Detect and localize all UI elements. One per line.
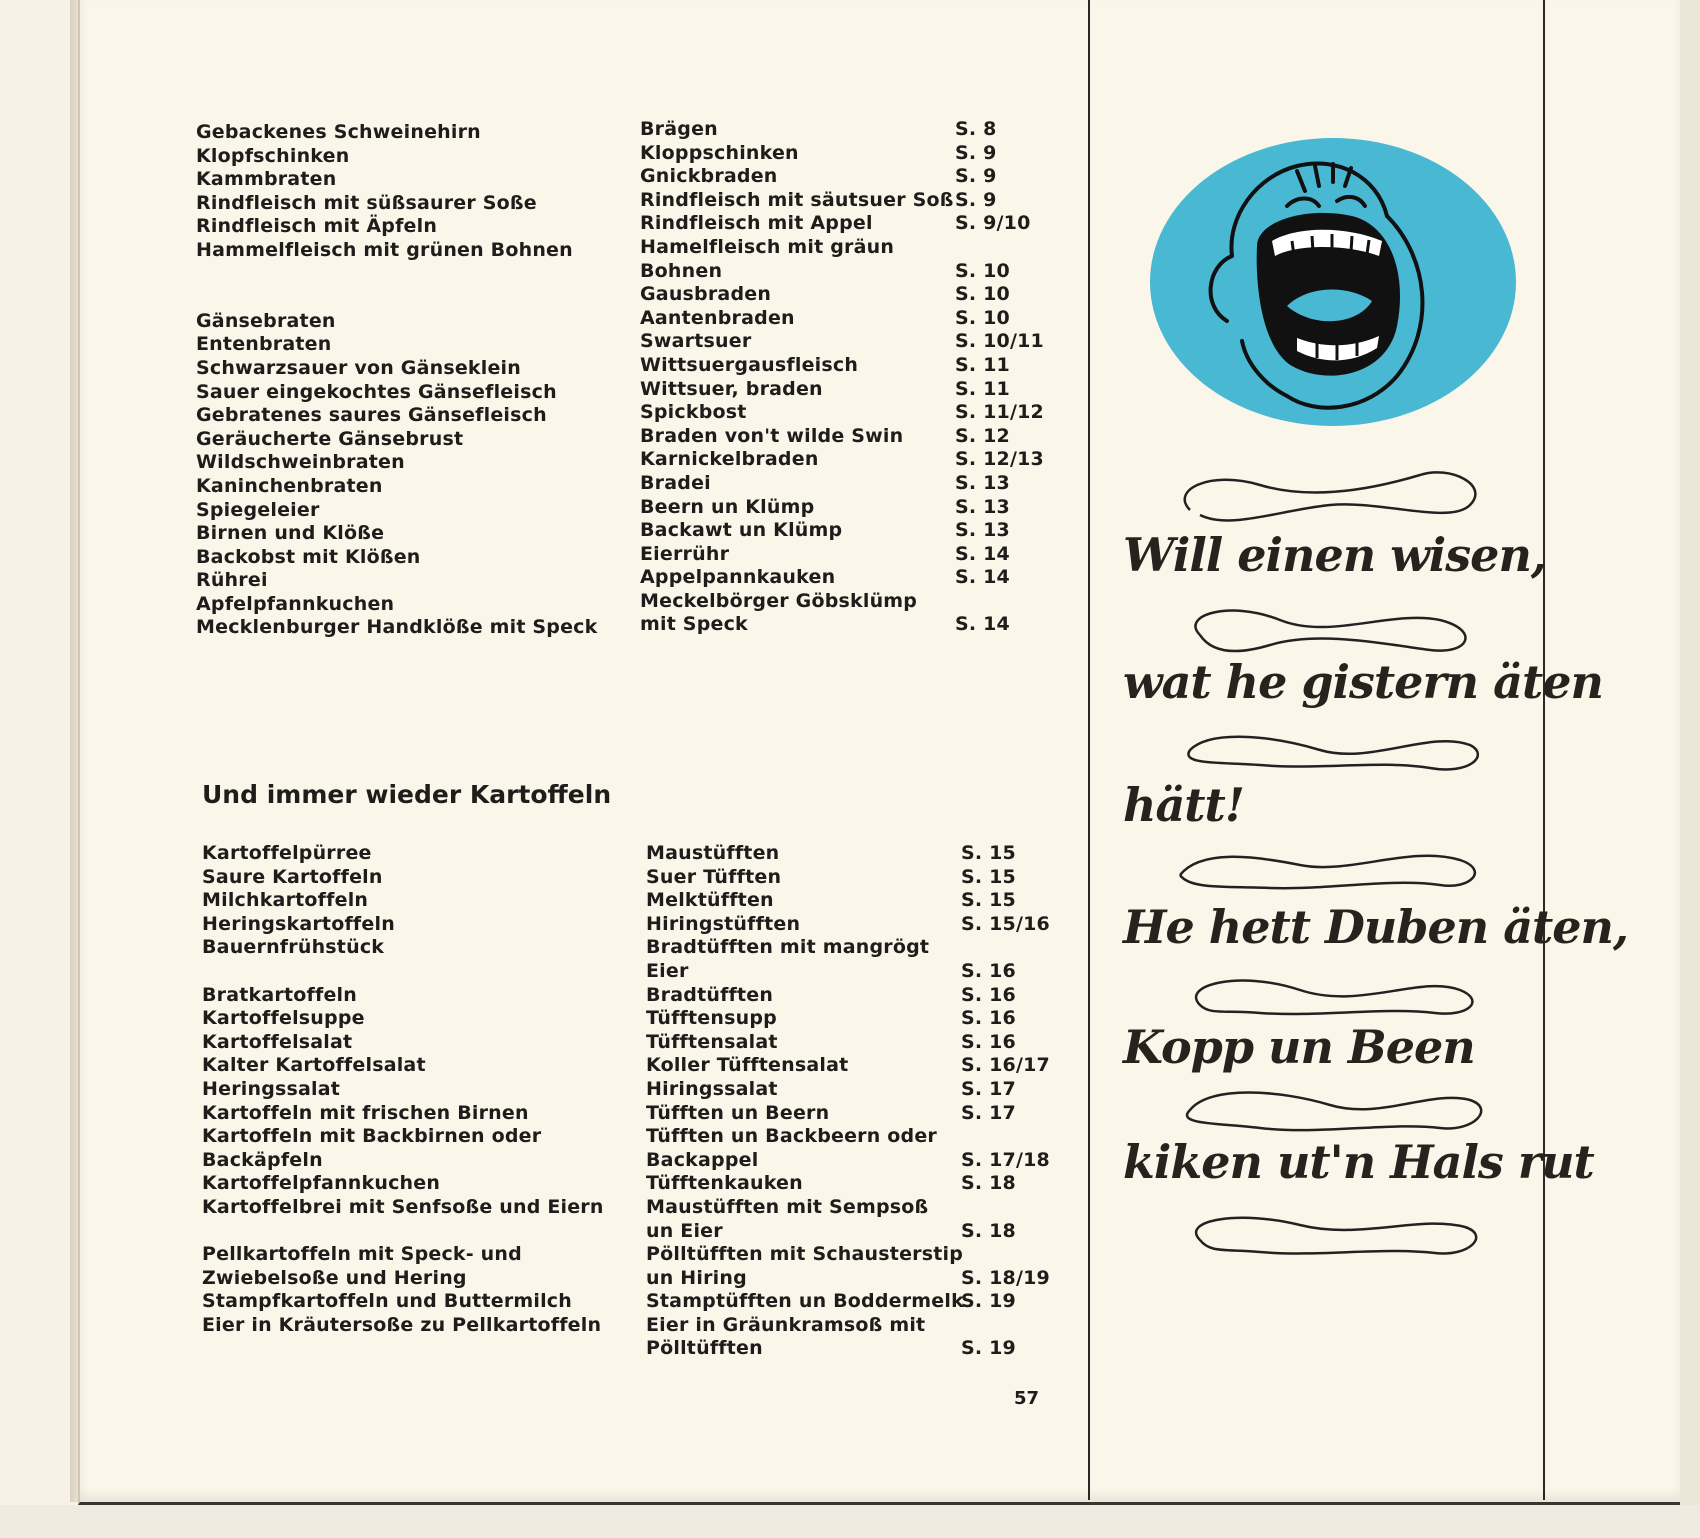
- toc-2-middle-item-4: Bradtüfften mit mangrögt: [646, 936, 930, 959]
- toc-2-page-ref-20: [961, 1314, 1056, 1338]
- toc-2-left-item-8: Kartoffelsalat: [202, 1030, 353, 1053]
- toc-1-middle-item-0: Brägen: [640, 118, 718, 140]
- toc-1-middle-item-21: mit Speck: [640, 613, 748, 636]
- toc-2-page-ref-11: S. 17: [961, 1101, 1016, 1124]
- toc-2-middle-item-16: un Eier: [646, 1219, 723, 1242]
- toc-1-left-item-5: Hammelfleisch mit grünen Bohnen: [196, 238, 573, 261]
- toc-1-middle-item-15: Bradei: [640, 471, 711, 494]
- toc-2-page-ref-0: S. 15: [961, 842, 1016, 864]
- toc-2-middle-item-1: Suer Tüfften: [646, 865, 782, 888]
- toc-2-middle-item-14: Tüfftenkauken: [646, 1172, 803, 1195]
- toc-2-page-ref-16: S. 18: [961, 1219, 1016, 1242]
- toc-2-page-ref-3: S. 15/16: [961, 912, 1050, 935]
- toc-2-left-item-15: Kartoffelbrei mit Senfsoße und Eiern: [202, 1195, 604, 1218]
- toc-1-page-ref-8: S. 10: [955, 306, 1010, 329]
- toc-2-page-ref-7: S. 16: [961, 1007, 1016, 1030]
- toc-2-left-item-12: Kartoffeln mit Backbirnen oder: [202, 1125, 542, 1148]
- flourish-7: [1170, 1195, 1500, 1275]
- toc-2-left-item-4: Bauernfrühstück: [202, 936, 385, 959]
- toc-2-page-ref-4: [961, 936, 1056, 960]
- page-number: 57: [1014, 1388, 1040, 1409]
- toc-1-middle-item-7: Gausbraden: [640, 283, 772, 306]
- toc-1-middle-item-20: Meckelbörger Göbsklümp: [640, 589, 918, 612]
- verse-line-3: hätt!: [1123, 778, 1244, 832]
- toc-1-page-ref-19: S. 14: [955, 566, 1010, 589]
- toc-1-middle-item-17: Backawt un Klümp: [640, 519, 843, 542]
- toc-1-left-item-17: Birnen und Klöße: [196, 522, 385, 545]
- toc-1-left-column: [196, 121, 636, 664]
- toc-1-page-ref-14: S. 12/13: [955, 448, 1044, 471]
- toc-2-left-item-11: Kartoffeln mit frischen Birnen: [202, 1101, 529, 1124]
- toc-1-left-item-22: [196, 640, 636, 664]
- toc-2-left-item-17: Pellkartoffeln mit Speck- und: [202, 1243, 522, 1266]
- toc-2-left-item-16: [202, 1220, 642, 1244]
- toc-1-page-ref-9: S. 10/11: [955, 330, 1044, 353]
- toc-2-left-item-13: Backäpfeln: [202, 1148, 323, 1171]
- page-edge-right: [1680, 0, 1700, 1538]
- toc-2-middle-item-18: un Hiring: [646, 1266, 747, 1289]
- toc-1-page-ref-20: [955, 590, 1050, 614]
- toc-2-middle-item-8: Tüfftensalat: [646, 1030, 778, 1053]
- toc-1-left-item-18: Backobst mit Klößen: [196, 545, 421, 568]
- toc-2-middle-item-12: Tüfften un Backbeern oder: [646, 1125, 937, 1148]
- toc-1-middle-item-13: Braden von't wilde Swin: [640, 424, 904, 447]
- toc-2-page-ref-6: S. 16: [961, 983, 1016, 1006]
- toc-1-left-item-0: Gebackenes Schweinehirn: [196, 121, 481, 143]
- toc-1-middle-item-6: Bohnen: [640, 259, 723, 282]
- toc-2-middle-item-15: Maustüfften mit Sempsoß: [646, 1195, 929, 1218]
- toc-2-page-ref-18: S. 18/19: [961, 1266, 1050, 1289]
- toc-1-page-ref-13: S. 12: [955, 424, 1010, 447]
- toc-2-page-ref-12: [961, 1125, 1056, 1149]
- toc-2-page-ref-10: S. 17: [961, 1077, 1016, 1100]
- toc-1-page-ref-4: S. 9/10: [955, 212, 1031, 235]
- toc-1-left-item-12: Gebratenes saures Gänsefleisch: [196, 404, 547, 427]
- toc-2-left-item-7: Kartoffelsuppe: [202, 1007, 365, 1030]
- toc-2-middle-item-19: Stamptüfften un Boddermelk: [646, 1290, 964, 1313]
- toc-2-left-item-9: Kalter Kartoffelsalat: [202, 1054, 426, 1077]
- toc-1-middle-item-11: Wittsuer, braden: [640, 377, 823, 400]
- section-title: Und immer wieder Kartoffeln: [202, 780, 612, 809]
- toc-1-left-item-15: Kaninchenbraten: [196, 474, 383, 497]
- toc-1-left-item-11: Sauer eingekochtes Gänsefleisch: [196, 380, 557, 403]
- toc-1-left-item-6: [196, 263, 636, 287]
- toc-1-left-item-9: Entenbraten: [196, 333, 332, 356]
- toc-1-page-ref-10: S. 11: [955, 353, 1010, 376]
- toc-2-left-item-18: Zwiebelsoße und Hering: [202, 1266, 467, 1289]
- toc-1-page-ref-5: [955, 236, 1050, 260]
- laughing-face-icon: [1147, 136, 1519, 429]
- toc-1-page-ref-16: S. 13: [955, 495, 1010, 518]
- toc-1-left-item-2: Kammbraten: [196, 168, 337, 191]
- toc-1-page-ref-21: S. 14: [955, 613, 1010, 636]
- page-edge-bottom: [0, 1505, 1700, 1538]
- toc-1-left-item-14: Wildschweinbraten: [196, 451, 405, 474]
- toc-2-left-item-6: Bratkartoffeln: [202, 983, 357, 1006]
- toc-1-page-ref-0: S. 8: [955, 118, 997, 140]
- toc-2-middle-column: [646, 842, 966, 1361]
- divider-right: [1543, 0, 1545, 1500]
- toc-2-page-ref-8: S. 16: [961, 1030, 1016, 1053]
- toc-2-middle-item-3: Hiringstüfften: [646, 912, 801, 935]
- toc-2-middle-item-2: Melktüfften: [646, 889, 774, 912]
- toc-1-left-item-20: Apfelpfannkuchen: [196, 592, 395, 615]
- toc-1-page-ref-2: S. 9: [955, 165, 997, 188]
- toc-2-middle-item-9: Koller Tüfftensalat: [646, 1054, 849, 1077]
- toc-2-page-ref-5: S. 16: [961, 959, 1016, 982]
- toc-1-page-ref-3: S. 9: [955, 188, 997, 211]
- toc-2-left-column: [202, 842, 642, 1337]
- toc-2-left-item-3: Heringskartoffeln: [202, 912, 395, 935]
- verse-line-2: wat he gistern äten: [1123, 655, 1603, 709]
- toc-2-page-ref-2: S. 15: [961, 889, 1016, 912]
- toc-2-middle-item-17: Pölltüfften mit Schausterstip: [646, 1243, 964, 1266]
- toc-2-middle-item-0: Maustüfften: [646, 842, 780, 864]
- toc-1-middle-item-19: Appelpannkauken: [640, 566, 836, 589]
- toc-1-middle-item-3: Rindfleisch mit säutsuer Soß: [640, 188, 954, 211]
- toc-1-page-ref-17: S. 13: [955, 519, 1010, 542]
- toc-2-middle-item-7: Tüfftensupp: [646, 1007, 777, 1030]
- toc-2-middle-item-20: Eier in Gräunkramsoß mit: [646, 1313, 926, 1336]
- toc-1-left-item-13: Geräucherte Gänsebrust: [196, 427, 464, 450]
- toc-2-middle-item-21: Pölltüfften: [646, 1337, 763, 1360]
- toc-2-page-ref-13: S. 17/18: [961, 1148, 1050, 1171]
- toc-1-middle-item-18: Eierrühr: [640, 542, 730, 565]
- toc-2-page-ref-17: [961, 1243, 1056, 1267]
- toc-1-page-ref-1: S. 9: [955, 141, 997, 164]
- toc-1-left-item-10: Schwarzsauer von Gänseklein: [196, 356, 521, 379]
- toc-1-middle-item-10: Wittsuergausfleisch: [640, 353, 859, 376]
- divider-main: [1088, 0, 1090, 1500]
- toc-1-left-item-1: Klopfschinken: [196, 144, 350, 167]
- toc-1-middle-item-4: Rindfleisch mit Appel: [640, 212, 873, 235]
- toc-1-middle-column: [640, 118, 960, 637]
- toc-1-page-ref-11: S. 11: [955, 377, 1010, 400]
- toc-2-middle-item-10: Hiringssalat: [646, 1077, 778, 1100]
- toc-1-left-item-4: Rindfleisch mit Äpfeln: [196, 215, 438, 238]
- toc-1-middle-item-2: Gnickbraden: [640, 165, 778, 188]
- verse-line-6: kiken ut'n Hals rut: [1123, 1135, 1594, 1189]
- toc-2-page-ref-19: S. 19: [961, 1290, 1016, 1313]
- toc-1-page-column: [955, 118, 1050, 637]
- toc-2-middle-item-5: Eier: [646, 959, 689, 982]
- toc-1-left-item-7: [196, 286, 636, 310]
- toc-2-left-item-10: Heringssalat: [202, 1077, 341, 1100]
- toc-1-left-item-19: Rührei: [196, 569, 268, 592]
- toc-1-middle-item-12: Spickbost: [640, 401, 747, 424]
- toc-1-middle-item-16: Beern un Klümp: [640, 495, 815, 518]
- toc-1-middle-item-9: Swartsuer: [640, 330, 752, 353]
- verse-line-5: Kopp un Been: [1123, 1020, 1475, 1074]
- flourish-4: [1170, 830, 1500, 910]
- toc-2-page-ref-14: S. 18: [961, 1172, 1016, 1195]
- toc-2-left-item-0: Kartoffelpürree: [202, 842, 372, 864]
- toc-1-page-ref-18: S. 14: [955, 542, 1010, 565]
- toc-1-middle-item-1: Kloppschinken: [640, 141, 799, 164]
- toc-1-middle-item-8: Aantenbraden: [640, 306, 795, 329]
- verse-line-4: He hett Duben äten,: [1123, 900, 1628, 954]
- toc-2-page-ref-21: S. 19: [961, 1337, 1016, 1360]
- toc-1-page-ref-7: S. 10: [955, 283, 1010, 306]
- toc-2-left-item-20: Eier in Kräutersoße zu Pellkartoffeln: [202, 1313, 602, 1336]
- toc-2-middle-item-13: Backappel: [646, 1148, 759, 1171]
- toc-2-left-item-2: Milchkartoffeln: [202, 889, 369, 912]
- toc-1-middle-item-14: Karnickelbraden: [640, 448, 819, 471]
- toc-1-page-ref-12: S. 11/12: [955, 401, 1044, 424]
- toc-2-page-ref-9: S. 16/17: [961, 1054, 1050, 1077]
- toc-2-page-ref-15: [961, 1196, 1056, 1220]
- toc-1-left-item-8: Gänsebraten: [196, 309, 336, 332]
- toc-1-left-item-21: Mecklenburger Handklöße mit Speck: [196, 616, 598, 639]
- toc-2-left-item-1: Saure Kartoffeln: [202, 865, 383, 888]
- toc-2-left-item-14: Kartoffelpfannkuchen: [202, 1172, 441, 1195]
- toc-2-page-column: [961, 842, 1056, 1361]
- toc-1-left-item-3: Rindfleisch mit süßsaurer Soße: [196, 191, 537, 214]
- verse-line-1: Will einen wisen,: [1123, 528, 1546, 582]
- toc-2-left-item-5: [202, 960, 642, 984]
- toc-2-middle-item-11: Tüfften un Beern: [646, 1101, 830, 1124]
- toc-1-left-item-16: Spiegeleier: [196, 498, 320, 521]
- toc-1-page-ref-15: S. 13: [955, 471, 1010, 494]
- toc-1-page-ref-6: S. 10: [955, 259, 1010, 282]
- toc-2-left-item-19: Stampfkartoffeln und Buttermilch: [202, 1290, 572, 1313]
- toc-2-page-ref-1: S. 15: [961, 865, 1016, 888]
- toc-1-middle-item-5: Hamelfleisch mit gräun: [640, 235, 895, 258]
- toc-2-middle-item-6: Bradtüfften: [646, 983, 774, 1006]
